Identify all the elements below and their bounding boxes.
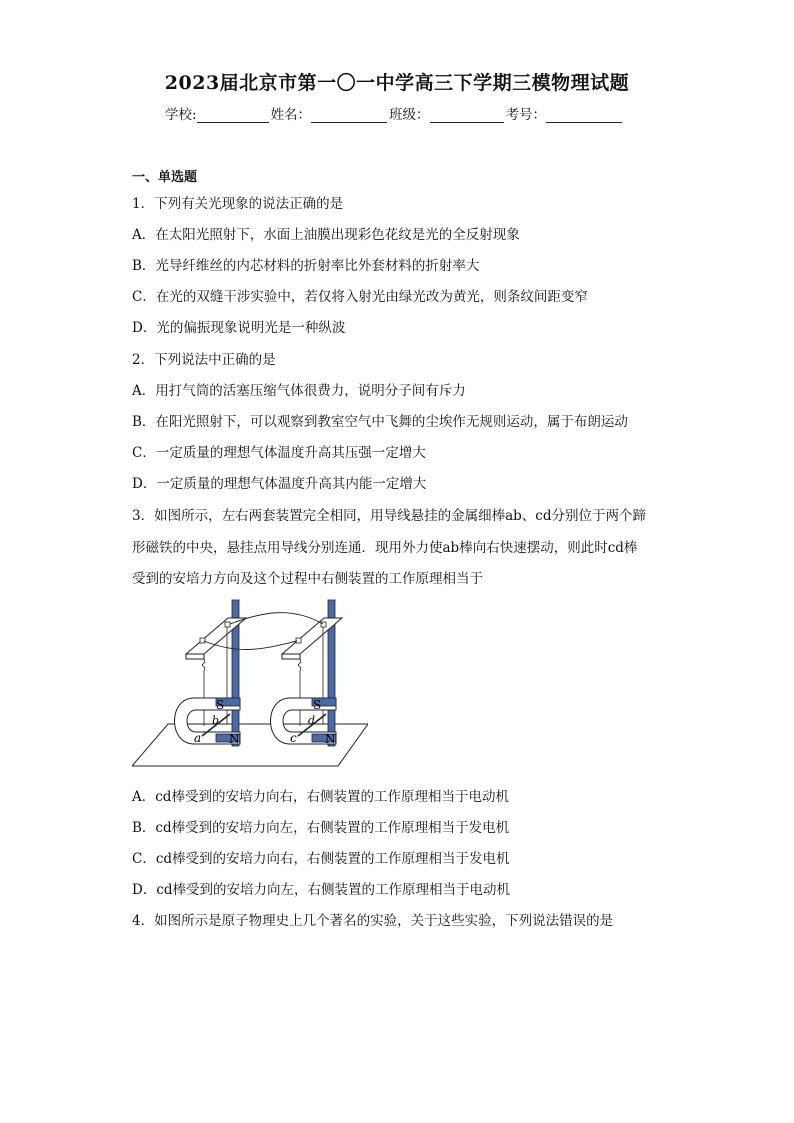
label-c: c (290, 731, 297, 745)
q3-stem-line-3: 受到的安培力方向及这个过程中右侧装置的工作原理相当于 (132, 571, 483, 587)
q3-option-b: B．cd棒受到的安培力向左，右侧装置的工作原理相当于发电机 (132, 820, 510, 836)
q3-option-a: A．cd棒受到的安培力向右，右侧装置的工作原理相当于电动机 (132, 789, 509, 805)
label-b: b (212, 714, 220, 727)
q4-stem: 4．如图所示是原子物理史上几个著名的实验，关于这些实验，下列说法错误的是 (132, 913, 614, 929)
section-title: 一、单选题 (132, 170, 198, 185)
q3-option-c: C．cd棒受到的安培力向右，右侧装置的工作原理相当于发电机 (132, 851, 510, 867)
school-label: 学校: (165, 107, 197, 123)
q1-option-a: A．在太阳光照射下，水面上油膜出现彩色花纹是光的全反射现象 (132, 227, 520, 243)
label-n-right: N (325, 732, 336, 746)
q1-option-c: C．在光的双缝干涉实验中，若仅将入射光由绿光改为黄光，则条纹间距变窄 (132, 289, 588, 305)
q3-option-d: D．cd棒受到的安培力向左，右侧装置的工作原理相当于电动机 (132, 882, 511, 898)
name-label: 姓名： (270, 107, 312, 123)
q2-option-d: D．一定质量的理想气体温度升高其内能一定增大 (132, 476, 427, 492)
q1-stem: 1．下列有关光现象的说法正确的是 (132, 196, 344, 212)
class-label: 班级： (389, 107, 430, 123)
q3-stem-line-2: 形磁铁的中央，悬挂点用导线分别连通．现用外力使ab棒向右快速摆动，则此时cd棒 (132, 540, 638, 556)
class-blank[interactable] (430, 108, 504, 123)
q2-stem: 2．下列说法中正确的是 (132, 352, 276, 368)
q2-option-a: A．用打气筒的活塞压缩气体很费力，说明分子间有斥力 (132, 383, 466, 399)
student-info-row (165, 103, 624, 123)
number-blank[interactable] (546, 108, 622, 123)
q1-option-d: D．光的偏振现象说明光是一种纵波 (132, 320, 346, 336)
q1-option-b: B．光导纤维丝的内芯材料的折射率比外套材料的折射率大 (132, 258, 480, 274)
page-title: 2023届北京市第一〇一中学高三下学期三模物理试题 (164, 72, 630, 94)
label-d: d (308, 714, 316, 727)
q3-figure (132, 596, 368, 770)
q3-stem-line-1: 3．如图所示，左右两套装置完全相同，用导线悬挂的金属细棒ab、cd分别位于两个蹄 (132, 508, 646, 524)
name-blank[interactable] (311, 108, 387, 123)
label-n-left: N (229, 732, 240, 746)
label-s-left: S (216, 698, 225, 712)
label-a: a (194, 731, 202, 745)
q2-option-c: C．一定质量的理想气体温度升高其压强一定增大 (132, 445, 426, 461)
number-label: 考号： (505, 107, 547, 123)
q2-option-b: B．在阳光照射下，可以观察到教室空气中飞舞的尘埃作无规则运动，属于布朗运动 (132, 414, 628, 430)
school-blank[interactable] (197, 108, 269, 123)
label-s-right: S (313, 698, 322, 712)
